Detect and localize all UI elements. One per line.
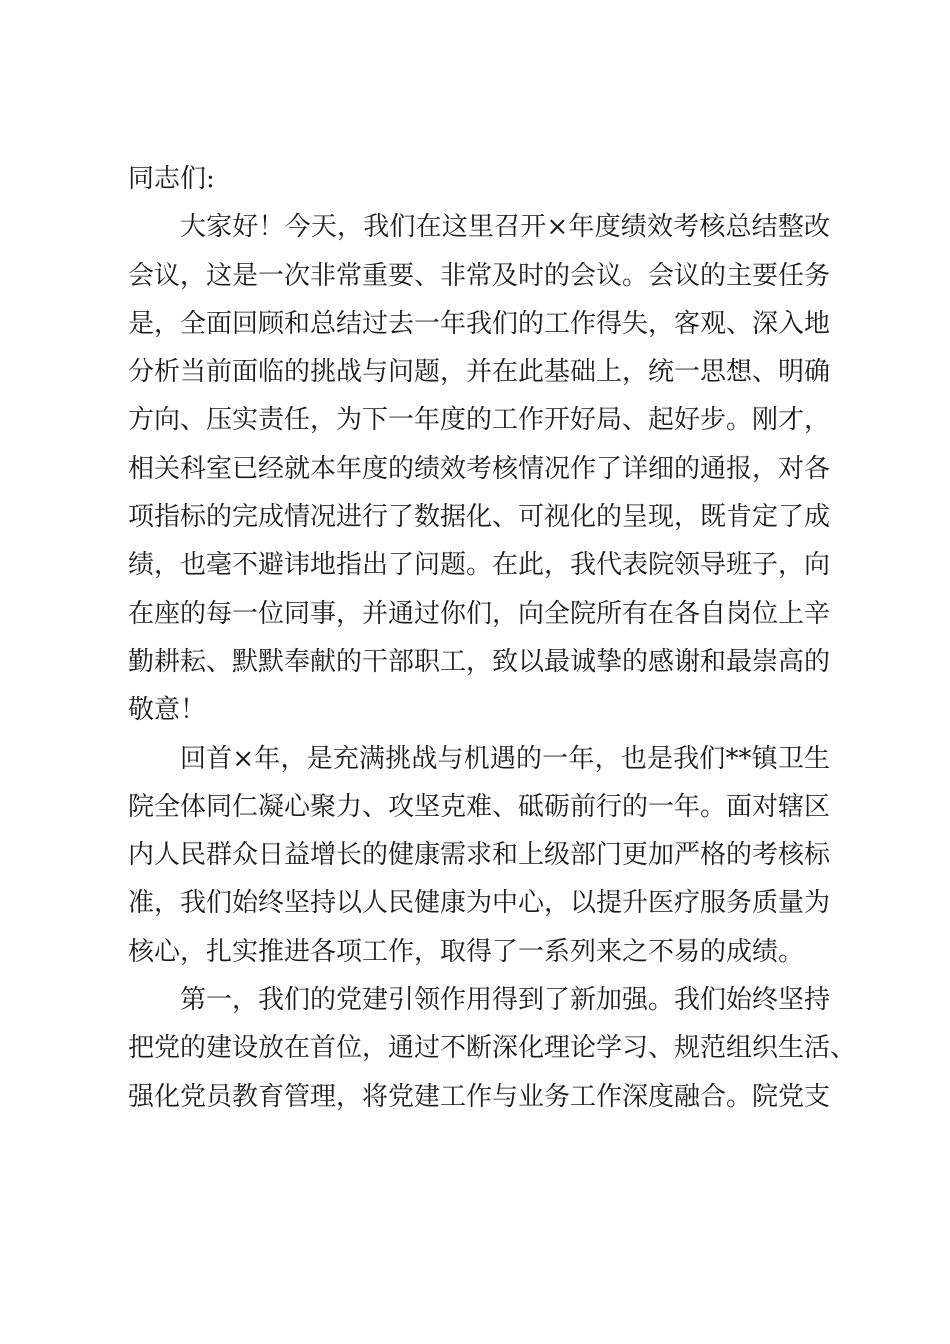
text-line: 是，全面回顾和总结过去一年我们的工作得失，客观、深入地 <box>128 308 831 339</box>
document-body <box>128 155 857 1121</box>
text-line: 绩，也毫不避讳地指出了问题。在此，我代表院领导班子，向 <box>128 550 831 581</box>
text-line: 项指标的完成情况进行了数据化、可视化的呈现，既肯定了成 <box>128 502 831 533</box>
paragraph-1 <box>128 203 830 734</box>
text-line: 第一，我们的党建引领作用得到了新加强。我们始终坚持 <box>180 985 831 1016</box>
paragraph-3 <box>128 976 857 1121</box>
text-line: 方向、压实责任，为下一年度的工作开好局、起好步。刚才， <box>128 405 831 436</box>
text-line: 准，我们始终坚持以人民健康为中心，以提升医疗服务质量为 <box>128 888 831 919</box>
text-line: 分析当前面临的挑战与问题，并在此基础上，统一思想、明确 <box>128 357 831 388</box>
text-line: 核心，扎实推进各项工作，取得了一系列来之不易的成绩。 <box>128 936 805 967</box>
text-line: 院全体同仁凝心聚力、攻坚克难、砥砺前行的一年。面对辖区 <box>128 791 831 822</box>
text-line: 会议，这是一次非常重要、非常及时的会议。会议的主要任务 <box>128 260 831 291</box>
text-line: 强化党员教育管理，将党建工作与业务工作深度融合。院党支 <box>128 1081 831 1112</box>
text-line: 内人民群众日益增长的健康需求和上级部门更加严格的考核标 <box>128 840 831 871</box>
text-line: 相关科室已经就本年度的绩效考核情况作了详细的通报，对各 <box>128 453 831 484</box>
text-line: 大家好！今天，我们在这里召开×年度绩效考核总结整改 <box>180 212 830 243</box>
salutation: 同志们: <box>128 164 215 194</box>
text-line: 把党的建设放在首位，通过不断深化理论学习、规范组织生活、 <box>128 1033 857 1064</box>
text-line: 敬意！ <box>128 695 207 726</box>
text-line: 在座的每一位同事，并通过你们，向全院所有在各自岗位上辛 <box>128 598 831 629</box>
text-line: 勤耕耘、默默奉献的干部职工，致以最诚挚的感谢和最崇高的 <box>128 646 831 677</box>
text-line: 回首×年，是充满挑战与机遇的一年，也是我们**镇卫生 <box>180 743 830 774</box>
paragraph-2 <box>128 735 830 976</box>
